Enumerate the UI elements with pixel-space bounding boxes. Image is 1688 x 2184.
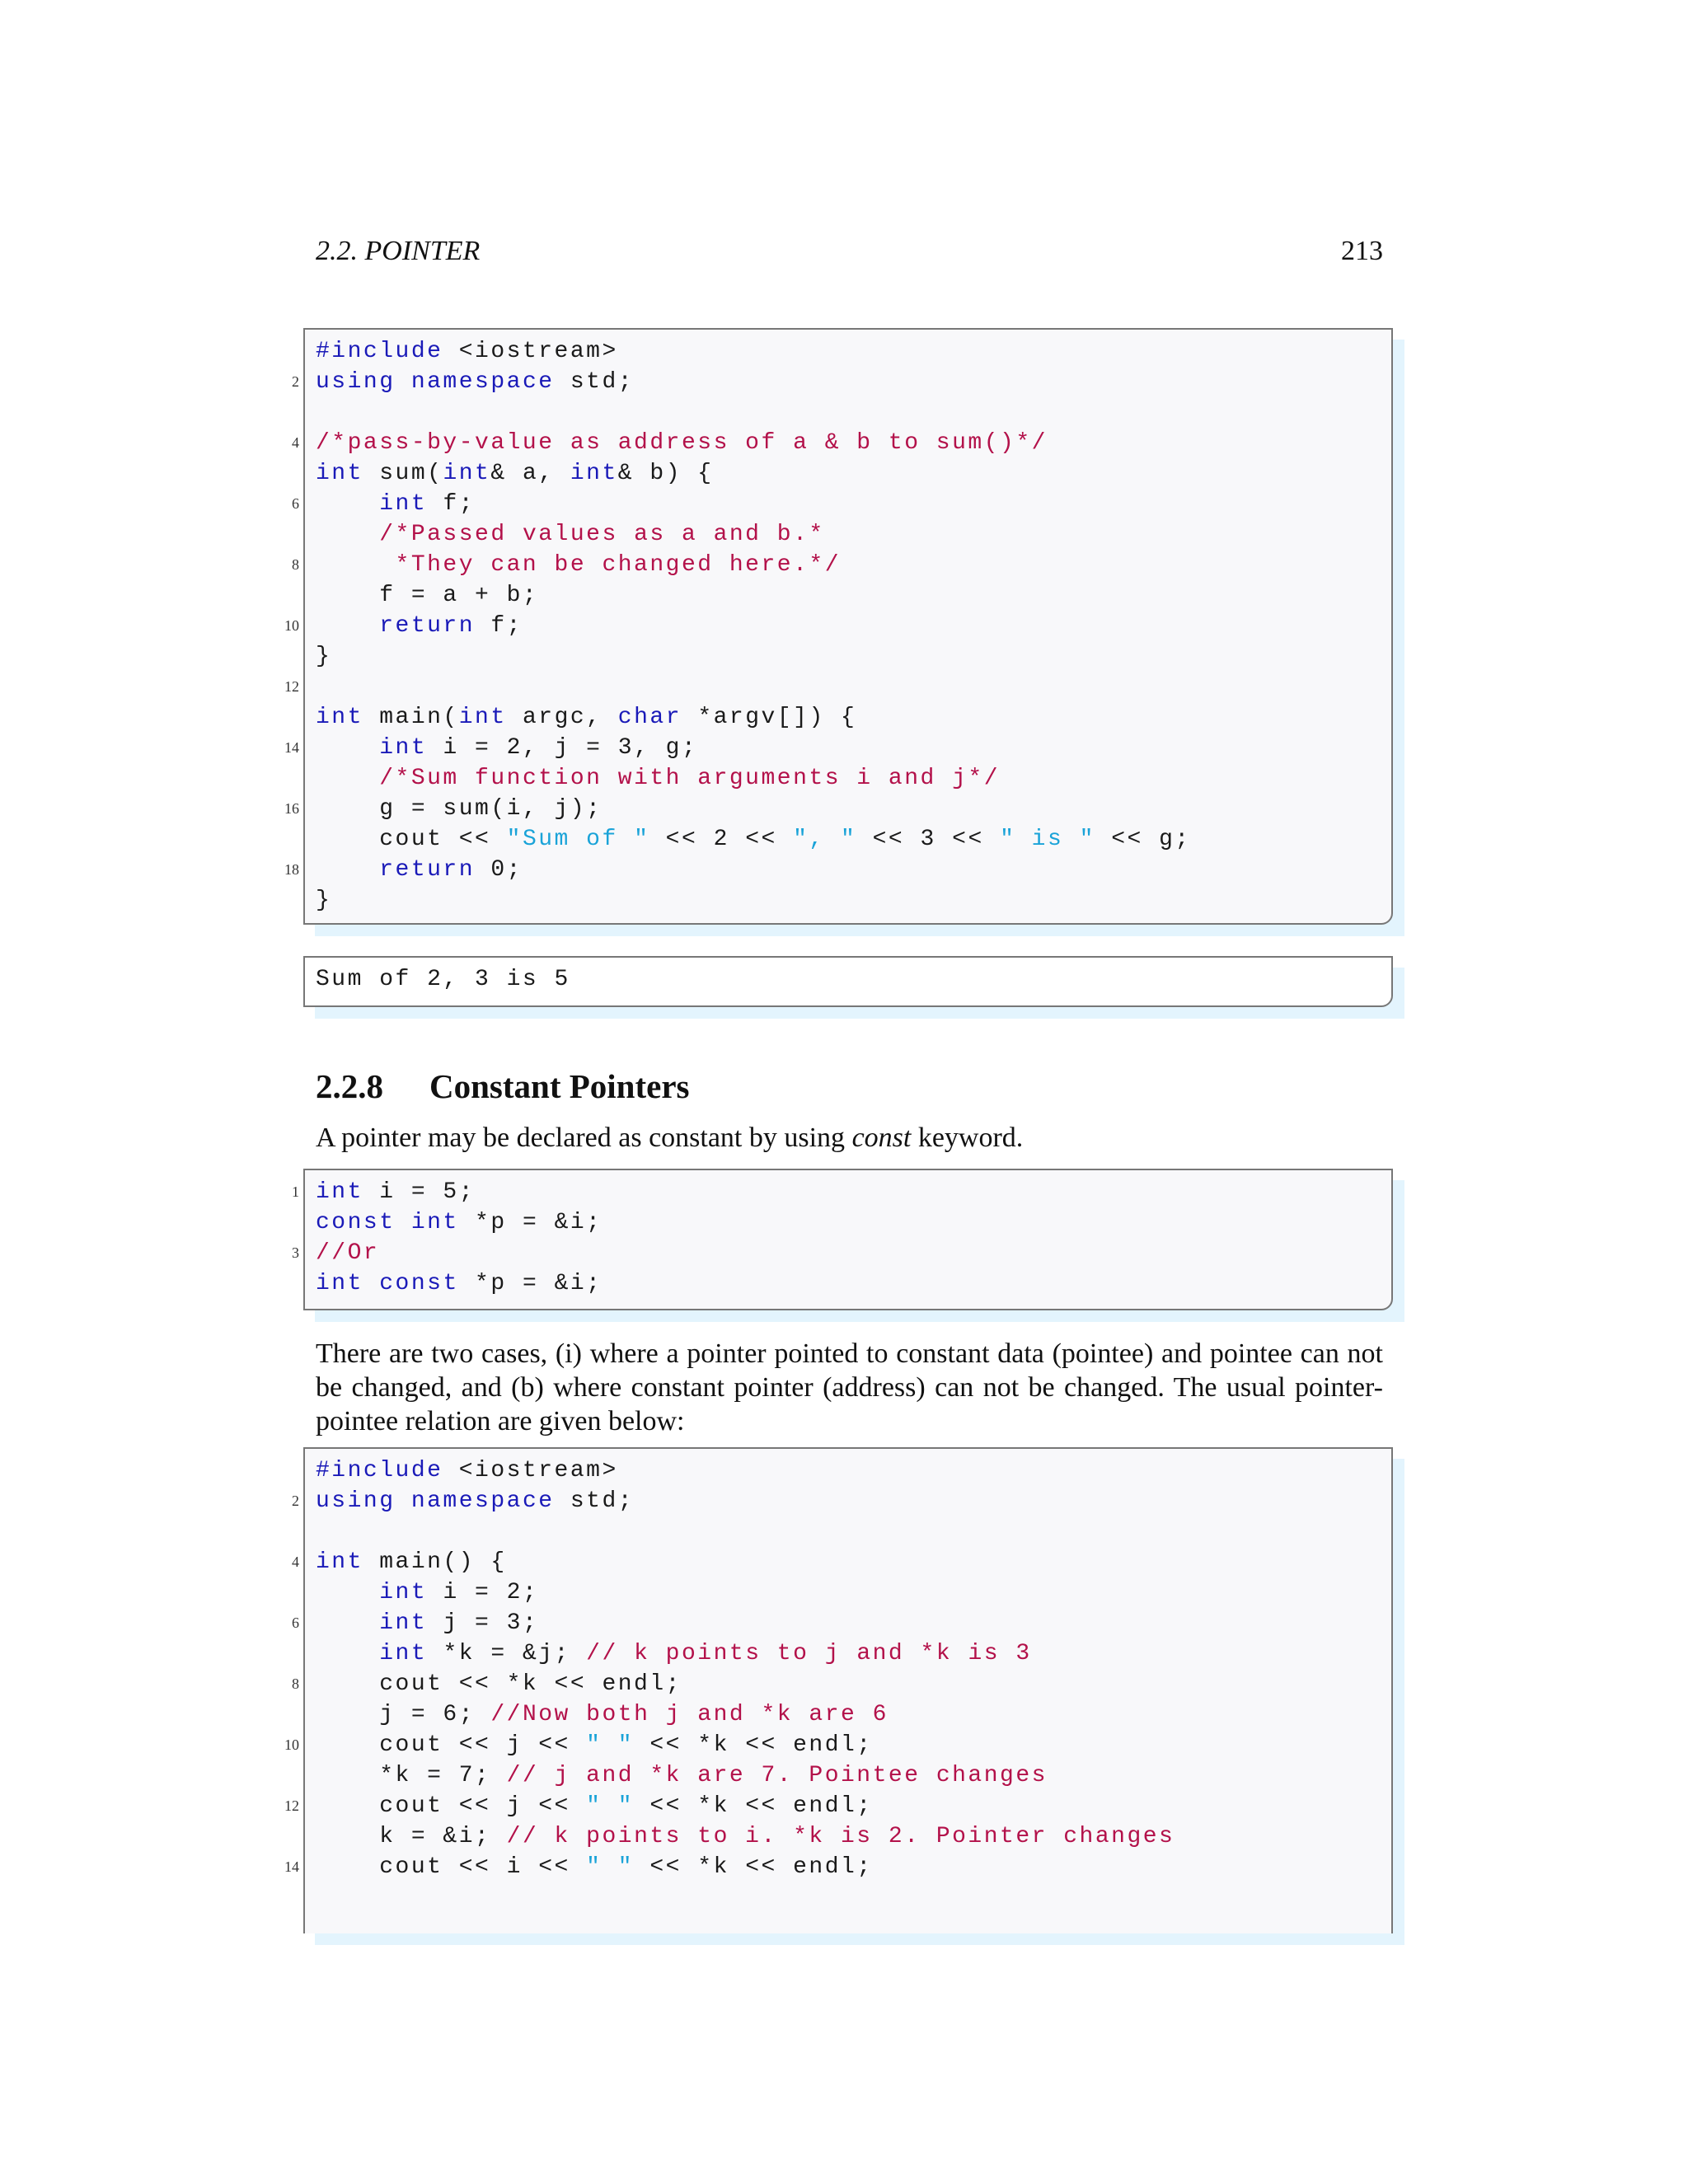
code-text: 0; (475, 857, 523, 883)
code-line (316, 1455, 1175, 1486)
line-number: 16 (284, 800, 299, 817)
code-text: << *k << endl; (634, 1854, 873, 1880)
code-line (316, 519, 1191, 550)
section-title: Constant Pointers (429, 1067, 690, 1105)
code-text: j = 6; (316, 1702, 491, 1727)
code-line (316, 1760, 1175, 1791)
code-comment: /*pass-by-value as address of a & b to sum()*/ (316, 430, 1048, 456)
code-text: g = sum(i, j); (316, 796, 603, 822)
code-line (316, 702, 1191, 733)
code-line (316, 763, 1191, 794)
code-line (316, 1699, 1175, 1730)
code-line (292, 1608, 1175, 1638)
code-lines (292, 1177, 603, 1299)
header-section-title: 2.2. POINTER (316, 236, 481, 266)
code-comment: *They can be changed here.*/ (316, 552, 841, 578)
program-output (303, 956, 1393, 1007)
line-number: 2 (292, 1493, 299, 1509)
code-text: << 3 << (856, 827, 1001, 852)
code-line (316, 964, 570, 995)
code-text: i = 5; (363, 1179, 476, 1205)
code-line (316, 336, 1191, 367)
code-text (396, 1210, 411, 1235)
line-number: 14 (284, 1858, 299, 1875)
code-keyword: int (458, 705, 507, 730)
line-number: 10 (284, 1736, 299, 1753)
code-text: i = 2; (427, 1580, 539, 1605)
code-line (284, 672, 1191, 702)
code-keyword: int (443, 461, 491, 486)
code-keyword: int (379, 735, 428, 761)
code-keyword: int (379, 491, 428, 517)
code-text: *p = &i; (458, 1210, 603, 1235)
code-keyword: const (316, 1210, 396, 1235)
code-text: *p = &i; (458, 1271, 603, 1296)
paragraph-const-intro: A pointer may be declared as constant by using const keyword. (316, 1122, 1024, 1153)
code-comment: //Or (316, 1240, 380, 1266)
code-text: Sum of 2, 3 is 5 (316, 967, 570, 992)
code-line (284, 1730, 1175, 1760)
code-text: j = 3; (427, 1610, 539, 1636)
code-comment: //Now both j and *k are 6 (490, 1702, 889, 1727)
code-line (316, 1577, 1175, 1608)
code-text: } (316, 644, 332, 669)
code-line (316, 641, 1191, 672)
code-line (316, 458, 1191, 489)
section-heading (316, 1066, 689, 1106)
code-line (316, 1821, 1175, 1852)
code-listing-const (292, 1169, 1393, 1310)
paragraph-two-cases: There are two cases, (i) where a pointer pointed to constant data (pointee) and pointee can not be changed, and (b) where constant pointer (address) can not be changed. The usual pointer-pointee relation are given below: (316, 1338, 1383, 1436)
code-line (316, 1516, 1175, 1547)
code-text: cout << *k << endl; (316, 1671, 682, 1697)
code-text (316, 491, 379, 517)
code-line (316, 1268, 602, 1299)
code-text (316, 857, 379, 883)
code-keyword: int (316, 1179, 363, 1205)
code-listing-pointer-pointee (284, 1447, 1393, 1933)
code-string: " is " (1000, 827, 1095, 852)
code-keyword: int (316, 461, 363, 486)
code-line (284, 1791, 1175, 1821)
code-keyword: int (316, 705, 363, 730)
code-lines (284, 336, 1191, 916)
code-line (316, 580, 1191, 611)
code-comment: // j and *k are 7. Pointee changes (506, 1763, 1048, 1788)
code-text: } (316, 888, 332, 913)
code-comment: // k points to j and *k is 3 (586, 1641, 1032, 1666)
code-keyword: int (316, 1271, 363, 1296)
code-keyword: int (379, 1580, 428, 1605)
line-number: 4 (292, 434, 299, 451)
line-number: 10 (284, 617, 299, 634)
code-text (316, 735, 379, 761)
code-text: << g; (1095, 827, 1191, 852)
code-line (292, 1177, 602, 1207)
code-text: cout << j << (316, 1793, 587, 1819)
code-string: " " (586, 1854, 635, 1880)
code-text (316, 1641, 379, 1666)
running-header (316, 236, 1383, 277)
code-comment: // k points to i. *k is 2. Pointer changes (506, 1824, 1175, 1849)
code-text: std; (554, 1488, 635, 1514)
code-keyword: using (316, 1488, 396, 1514)
line-number: 6 (292, 495, 299, 512)
code-string: "Sum of " (506, 827, 650, 852)
code-text: *k = 7; (316, 1763, 507, 1788)
line-number: 12 (284, 678, 299, 695)
code-line (316, 1207, 602, 1238)
code-line (292, 1238, 602, 1268)
code-text: & b) { (617, 461, 714, 486)
code-text: std; (554, 369, 635, 395)
code-text (316, 1580, 379, 1605)
code-comment: /*Passed values as a and b.* (379, 522, 825, 547)
output-lines (316, 964, 570, 995)
code-keyword: return (379, 857, 476, 883)
code-text (316, 766, 379, 791)
code-text: main( (363, 705, 459, 730)
code-keyword: int (379, 1610, 428, 1636)
code-line (316, 885, 1191, 916)
code-text: cout << j << (316, 1732, 587, 1758)
code-text: *argv[]) { (682, 705, 857, 730)
line-number: 18 (284, 861, 299, 878)
code-text: i = 2, j = 3, g; (427, 735, 698, 761)
code-text: main() { (363, 1549, 507, 1575)
code-line (292, 367, 1191, 397)
code-line (316, 824, 1191, 855)
code-text (363, 1271, 379, 1296)
code-line (284, 611, 1191, 641)
line-number: 3 (292, 1244, 299, 1261)
code-line (292, 1486, 1175, 1516)
code-line (292, 1669, 1175, 1699)
code-keyword: return (379, 613, 476, 639)
code-line (292, 428, 1191, 458)
code-text: f = a + b; (316, 583, 539, 608)
code-text (396, 1488, 411, 1514)
code-text: argc, (506, 705, 618, 730)
line-number: 4 (292, 1554, 299, 1570)
code-comment: /*Sum function with arguments i and j*/ (379, 766, 1001, 791)
line-number: 6 (292, 1615, 299, 1631)
code-keyword: #include (316, 1458, 443, 1483)
code-keyword: const (379, 1271, 459, 1296)
code-line (284, 733, 1191, 763)
code-line (292, 550, 1191, 580)
code-string: " " (586, 1732, 635, 1758)
code-keyword: #include (316, 339, 443, 364)
code-keyword: int (410, 1210, 459, 1235)
code-keyword: int (570, 461, 618, 486)
line-number: 8 (292, 556, 299, 573)
code-line (292, 489, 1191, 519)
code-text: cout << (316, 827, 507, 852)
section-number: 2.2.8 (316, 1067, 383, 1105)
code-text (316, 522, 379, 547)
code-text: cout << i << (316, 1854, 587, 1880)
code-text: << *k << endl; (634, 1793, 873, 1819)
code-lines (284, 1455, 1175, 1882)
code-line (284, 794, 1191, 824)
line-number: 2 (292, 373, 299, 390)
code-keyword: int (316, 1549, 363, 1575)
code-listing-sum (284, 328, 1393, 925)
code-text (316, 1610, 379, 1636)
code-keyword: namespace (410, 1488, 555, 1514)
code-line (316, 397, 1191, 428)
code-text (396, 369, 411, 395)
code-keyword: namespace (410, 369, 555, 395)
code-line (316, 1638, 1175, 1669)
code-line (284, 1852, 1175, 1882)
line-number: 12 (284, 1797, 299, 1814)
keyword-const: const (851, 1122, 912, 1153)
code-string: " " (586, 1793, 635, 1819)
code-text: << *k << endl; (634, 1732, 873, 1758)
code-text: *k = &j; (427, 1641, 587, 1666)
code-text: <iostream> (443, 1458, 618, 1483)
code-text: << 2 << (649, 827, 794, 852)
code-text: & a, (490, 461, 570, 486)
code-text: f; (427, 491, 476, 517)
code-string: ", " (793, 827, 857, 852)
code-text (316, 613, 379, 639)
code-text: k = &i; (316, 1824, 507, 1849)
code-text: <iostream> (443, 339, 618, 364)
line-number: 1 (292, 1183, 299, 1200)
header-page-number: 213 (1341, 236, 1383, 266)
line-number: 14 (284, 739, 299, 756)
code-text: sum( (363, 461, 443, 486)
code-line (292, 1547, 1175, 1577)
code-line (284, 855, 1191, 885)
code-keyword: using (316, 369, 396, 395)
line-number: 8 (292, 1675, 299, 1692)
code-text: f; (475, 613, 523, 639)
code-keyword: char (617, 705, 682, 730)
code-keyword: int (379, 1641, 428, 1666)
